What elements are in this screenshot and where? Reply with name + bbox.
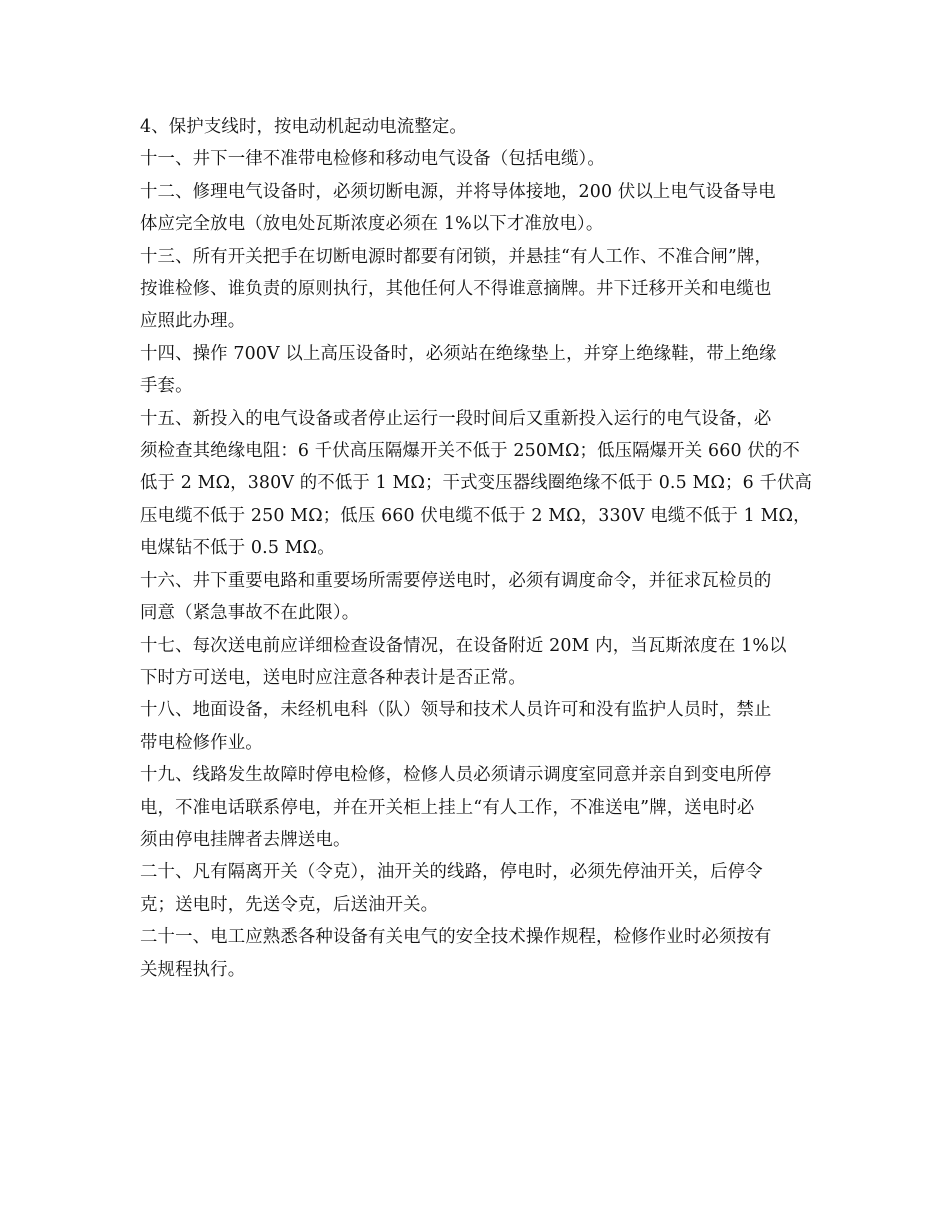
text-line: 按谁检修、谁负责的原则执行，其他任何人不得谁意摘牌。井下迁移开关和电缆也 [140,279,772,300]
text-line: 应照此办理。 [140,311,246,332]
text-line: 十八、地面设备，未经机电科（队）领导和技术人员许可和没有监护人员时，禁止 [140,700,772,721]
paragraph-rule-16 [140,565,816,630]
text-line: 电煤钻不低于 0.5 MΩ。 [140,538,335,559]
text-line: 体应完全放电（放电处瓦斯浓度必须在 1%以下才准放电）。 [140,214,604,235]
paragraph-protection-branch [140,111,816,143]
paragraph-rule-17 [140,630,816,695]
text-line: 二十、凡有隔离开关（令克），油开关的线路，停电时，必须先停油开关，后停令 [140,862,763,883]
text-line: 十七、每次送电前应详细检查设备情况，在设备附近 20M 内，当瓦斯浓度在 1%以 [140,635,787,656]
paragraph-rule-13 [140,241,816,338]
text-line: 须检查其绝缘电阻：6 千伏高压隔爆开关不低于 250MΩ；低压隔爆开关 660 伏的不 [140,441,800,462]
text-line: 手套。 [140,376,193,397]
text-line: 十二、修理电气设备时，必须切断电源，并将导体接地，200 伏以上电气设备导电 [140,181,776,202]
text-line: 二十一、电工应熟悉各种设备有关电气的安全技术操作规程，检修作业时必须按有 [140,927,772,948]
document-page [140,111,816,986]
paragraph-rule-14 [140,338,816,403]
paragraph-rule-21 [140,921,816,986]
text-line: 十六、井下重要电路和重要场所需要停送电时，必须有调度命令，并征求瓦检员的 [140,570,772,591]
text-line: 十四、操作 700V 以上高压设备时，必须站在绝缘垫上，并穿上绝缘鞋，带上绝缘 [140,343,777,364]
text-line: 十一、井下一律不准带电检修和移动电气设备（包括电缆）。 [140,149,605,170]
paragraph-rule-18 [140,694,816,759]
paragraph-rule-11 [140,143,816,175]
text-line: 十五、新投入的电气设备或者停止运行一段时间后又重新投入运行的电气设备，必 [140,408,772,429]
text-line: 同意（紧急事故不在此限）。 [140,603,360,624]
text-line: 十三、所有开关把手在切断电源时都要有闭锁，并悬挂“有人工作、不准合闸”牌， [140,246,773,267]
text-line: 下时方可送电，送电时应注意各种表计是否正常。 [140,667,526,688]
text-line: 低于 2 MΩ，380V 的不低于 1 MΩ；干式变压器线圈绝缘不低于 0.5 MΩ；6 千伏高 [140,473,813,494]
text-line: 克；送电时，先送令克，后送油开关。 [140,894,439,915]
text-line: 须由停电挂牌者去牌送电。 [140,829,351,850]
paragraph-rule-20 [140,856,816,921]
paragraph-rule-12 [140,176,816,241]
text-line: 4、保护支线时，按电动机起动电流整定。 [140,117,467,137]
text-line: 电，不准电话联系停电，并在开关柜上挂上“有人工作，不准送电”牌，送电时必 [140,797,755,818]
text-line: 带电检修作业。 [140,732,263,753]
text-line: 十九、线路发生故障时停电检修，检修人员必须请示调度室同意并亲自到变电所停 [140,765,772,786]
paragraph-rule-19 [140,759,816,856]
text-line: 压电缆不低于 250 MΩ；低压 660 伏电缆不低于 2 MΩ，330V 电缆不低于 1 MΩ， [140,505,811,526]
paragraph-rule-15 [140,403,816,565]
text-line: 关规程执行。 [140,959,246,980]
